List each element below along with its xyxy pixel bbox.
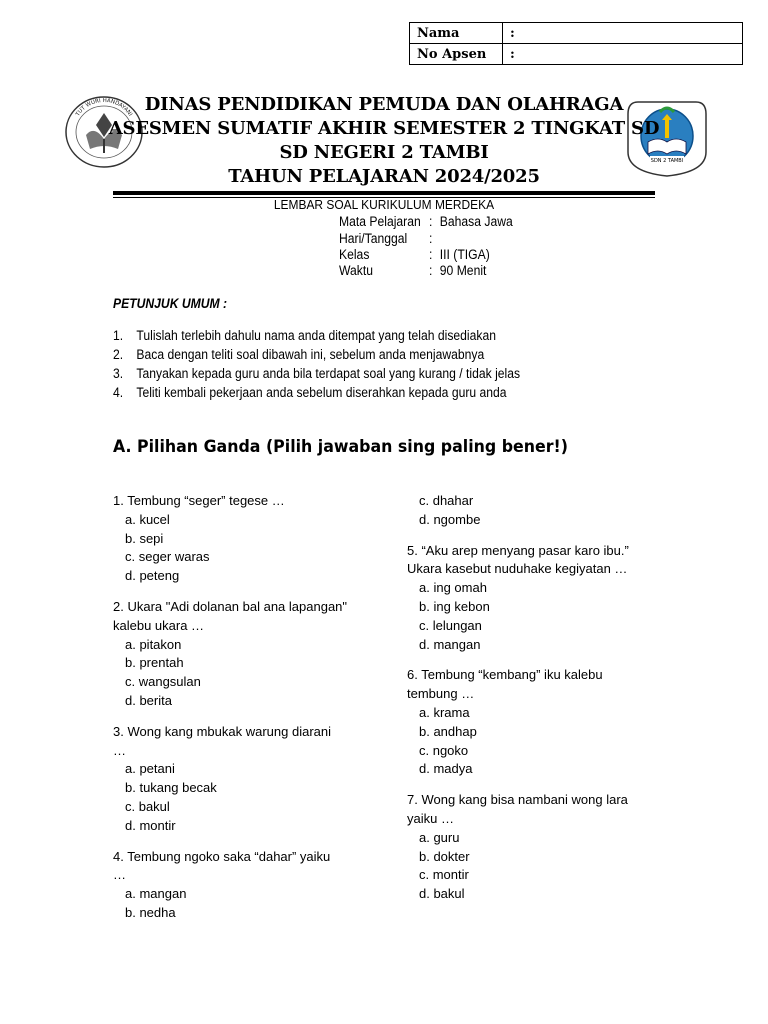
attendance-number-label: No Apsen [410, 44, 503, 65]
questions-left-column [113, 492, 373, 935]
question-4-continued [407, 492, 657, 530]
option-b[interactable]: b. andhap [419, 723, 477, 739]
option-c[interactable]: c. montir [419, 867, 469, 883]
question-text: 7. Wong kang bisa nambani wong lara [407, 792, 628, 808]
option-c[interactable]: c. lelungan [419, 617, 482, 633]
instruction-text: Tulislah terlebih dahulu nama anda ditempat yang telah disediakan [136, 328, 496, 343]
instruction-item [113, 385, 507, 400]
question-text-cont: … [113, 742, 126, 758]
instruction-number: 2. [113, 347, 124, 362]
header-agency: DINAS PENDIDIKAN PEMUDA DAN OLAHRAGA [144, 94, 624, 115]
question-text: 4. Tembung ngoko saka “dahar” yaiku [113, 848, 331, 864]
option-a[interactable]: a. guru [419, 829, 460, 845]
instructions-heading: PETUNJUK UMUM : [113, 296, 228, 311]
question-text-cont: Ukara kasebut nuduhake kegiyatan … [407, 561, 628, 577]
logo-right-text: SDN 2 TAMBI [650, 158, 684, 164]
option-d[interactable]: d. ngombe [419, 511, 481, 527]
instruction-text: Teliti kembali pekerjaan anda sebelum diserahkan kepada guru anda [136, 385, 507, 400]
info-value: Bahasa Jawa [439, 214, 513, 229]
info-row-time [339, 262, 486, 279]
sheet-title: LEMBAR SOAL KURIKULUM MERDEKA [273, 197, 495, 212]
info-row-date [339, 230, 440, 247]
info-colon: : [429, 263, 433, 278]
option-c[interactable]: c. dhahar [419, 493, 474, 508]
info-row-subject [339, 213, 513, 230]
info-colon: : [429, 231, 433, 246]
header-assessment: ASESMEN SUMATIF AKHIR SEMESTER 2 TINGKAT SD [108, 118, 660, 139]
question-text: 5. “Aku arep menyang pasar karo ibu.” [407, 542, 629, 558]
question-text-cont: yaiku … [407, 810, 454, 826]
question-7 [407, 791, 657, 904]
question-text-cont: tembung … [407, 686, 475, 702]
logo-left-text: TUT WURI HANDAYANI [75, 97, 133, 118]
info-colon: : [429, 247, 433, 262]
attendance-number-field[interactable]: : [503, 44, 743, 65]
option-b[interactable]: b. prentah [125, 655, 184, 671]
option-b[interactable]: b. nedha [125, 904, 176, 920]
instruction-text: Tanyakan kepada guru anda bila terdapat soal yang kurang / tidak jelas [136, 366, 521, 381]
info-key: Kelas [339, 247, 370, 262]
instruction-item [113, 328, 496, 343]
option-c[interactable]: c. ngoko [419, 742, 469, 758]
header-academic-year: TAHUN PELAJARAN 2024/2025 [228, 166, 540, 187]
option-d[interactable]: d. peteng [125, 568, 180, 584]
option-a[interactable]: a. kucel [125, 511, 170, 527]
option-a[interactable]: a. mangan [125, 886, 187, 902]
option-d[interactable]: d. berita [125, 692, 172, 708]
info-value: 90 Menit [439, 263, 487, 278]
option-a[interactable]: a. pitakon [125, 636, 182, 652]
question-4 [113, 848, 373, 923]
header-divider-thick [113, 191, 655, 195]
question-text-cont: kalebu ukara … [113, 617, 205, 633]
question-5 [407, 542, 657, 655]
questions-right-column [407, 492, 657, 916]
instruction-number: 4. [113, 385, 124, 400]
info-key: Mata Pelajaran [339, 214, 421, 229]
section-title: A. Pilihan Ganda (Pilih jawaban sing paling bener!) [113, 437, 568, 457]
instruction-item [113, 347, 484, 362]
option-d[interactable]: d. montir [125, 817, 176, 833]
option-a[interactable]: a. ing omah [419, 580, 487, 596]
option-d[interactable]: d. bakul [419, 886, 465, 902]
option-c[interactable]: c. wangsulan [125, 674, 201, 690]
question-text: 3. Wong kang mbukak warung diarani [113, 723, 331, 739]
option-d[interactable]: d. mangan [419, 636, 481, 652]
instruction-text: Baca dengan teliti soal dibawah ini, sebelum anda menjawabnya [136, 347, 485, 362]
name-row [410, 23, 743, 44]
instruction-item [113, 366, 520, 381]
option-b[interactable]: b. ing kebon [419, 598, 490, 614]
instruction-number: 1. [113, 328, 124, 343]
name-label: Nama [410, 23, 503, 44]
question-text-cont: … [113, 867, 126, 883]
question-text: 2. Ukara "Adi dolanan bal ana lapangan" [113, 598, 348, 614]
question-text: 6. Tembung “kembang” iku kalebu [407, 667, 603, 683]
info-value: III (TIGA) [439, 247, 490, 262]
option-c[interactable]: c. bakul [125, 798, 170, 814]
option-b[interactable]: b. dokter [419, 848, 470, 864]
info-key: Waktu [339, 263, 373, 278]
question-3 [113, 723, 373, 836]
question-text: 1. Tembung “seger” tegese … [113, 493, 285, 508]
info-row-class [339, 246, 490, 263]
student-identity-box [409, 22, 743, 65]
option-b[interactable]: b. tukang becak [125, 780, 217, 796]
question-6 [407, 666, 657, 779]
option-d[interactable]: d. madya [419, 761, 473, 777]
attendance-number-row [410, 44, 743, 65]
header-school: SD NEGERI 2 TAMBI [279, 142, 489, 163]
option-a[interactable]: a. krama [419, 704, 470, 720]
option-a[interactable]: a. petani [125, 761, 175, 777]
question-2 [113, 598, 373, 711]
name-field[interactable]: : [503, 23, 743, 44]
option-c[interactable]: c. seger waras [125, 549, 210, 565]
instruction-number: 3. [113, 366, 124, 381]
info-colon: : [429, 214, 433, 229]
info-key: Hari/Tanggal [339, 231, 408, 246]
question-1 [113, 492, 373, 586]
option-b[interactable]: b. sepi [125, 530, 164, 546]
